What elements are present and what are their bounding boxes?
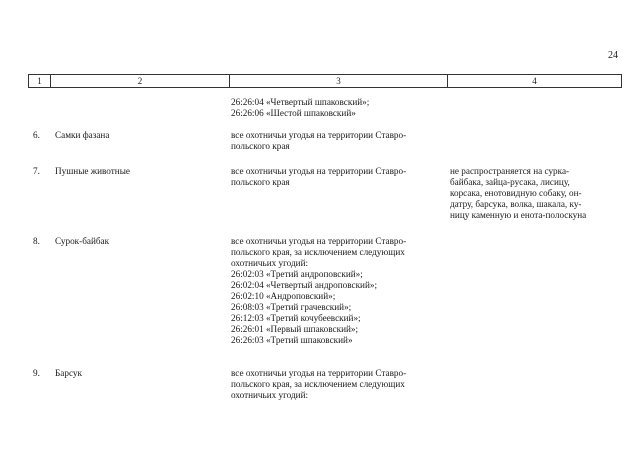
area-line: все охотничьи угодья на территории Ставро-: [231, 130, 407, 140]
area-line: 26:08:03 «Третий грачевский»;: [231, 302, 352, 312]
area-line: все охотничьи угодья на территории Ставро-: [231, 368, 407, 378]
page-number: 24: [608, 50, 618, 61]
area-line: польского края, за исключением следующих: [231, 379, 405, 389]
area-line: все охотничьи угодья на территории Ставро-: [231, 236, 407, 246]
area-line: 26:02:03 «Третий андроповский»;: [231, 269, 363, 279]
row-name: Самки фазана: [55, 130, 110, 140]
area-line: 26:02:10 «Андроповский»;: [231, 291, 336, 301]
row-name: Сурок-байбак: [55, 236, 110, 246]
row-name: Пушные животные: [55, 166, 130, 176]
row-area: [231, 130, 406, 152]
row-number: 6.: [33, 130, 40, 140]
area-line: охотничьих угодий:: [231, 390, 309, 400]
row-number: 9.: [33, 368, 40, 378]
row-area: [231, 368, 406, 401]
header-cell-1: 1: [29, 75, 51, 87]
row-number: 7.: [33, 166, 40, 176]
note-line: корсака, енотовидную собаку, он-: [450, 188, 582, 198]
area-line: все охотничьи угодья на территории Ставро-: [231, 166, 407, 176]
row-area: [231, 166, 406, 188]
note-line: датру, барсука, волка, шакала, ку-: [450, 199, 582, 209]
note-line: не распространяется на сурка-: [450, 166, 570, 176]
header-cell-4: 4: [532, 76, 537, 86]
row-area: [231, 236, 406, 346]
header-cell-2: 2: [51, 75, 230, 87]
header-cell-3: 3: [230, 75, 448, 87]
area-line: 26:12:03 «Третий кочубеевский»;: [231, 313, 361, 323]
area-line: польского края, за исключением следующих: [231, 247, 405, 257]
note-line: ницу каменную и енота-полоскуна: [450, 210, 587, 220]
continuation-line: 26:26:06 «Шестой шпаковский»: [231, 108, 356, 118]
table-header-row: [28, 74, 622, 88]
area-line: 26:26:03 «Третий шпаковский»: [231, 335, 353, 345]
row-note: [450, 166, 610, 221]
continuation-line: 26:26:04 «Четвертый шпаковский»;: [231, 97, 370, 107]
area-line: 26:02:04 «Четвертый андроповский»;: [231, 280, 378, 290]
area-line: охотничьих угодий:: [231, 258, 309, 268]
area-line: польского края: [231, 177, 290, 187]
area-line: 26:26:01 «Первый шпаковский»;: [231, 324, 359, 334]
note-line: байбака, зайца-русака, лисицу,: [450, 177, 570, 187]
row-name: Барсук: [55, 368, 82, 378]
continuation-block: [231, 97, 369, 119]
area-line: польского края: [231, 141, 290, 151]
row-number: 8.: [33, 236, 40, 246]
